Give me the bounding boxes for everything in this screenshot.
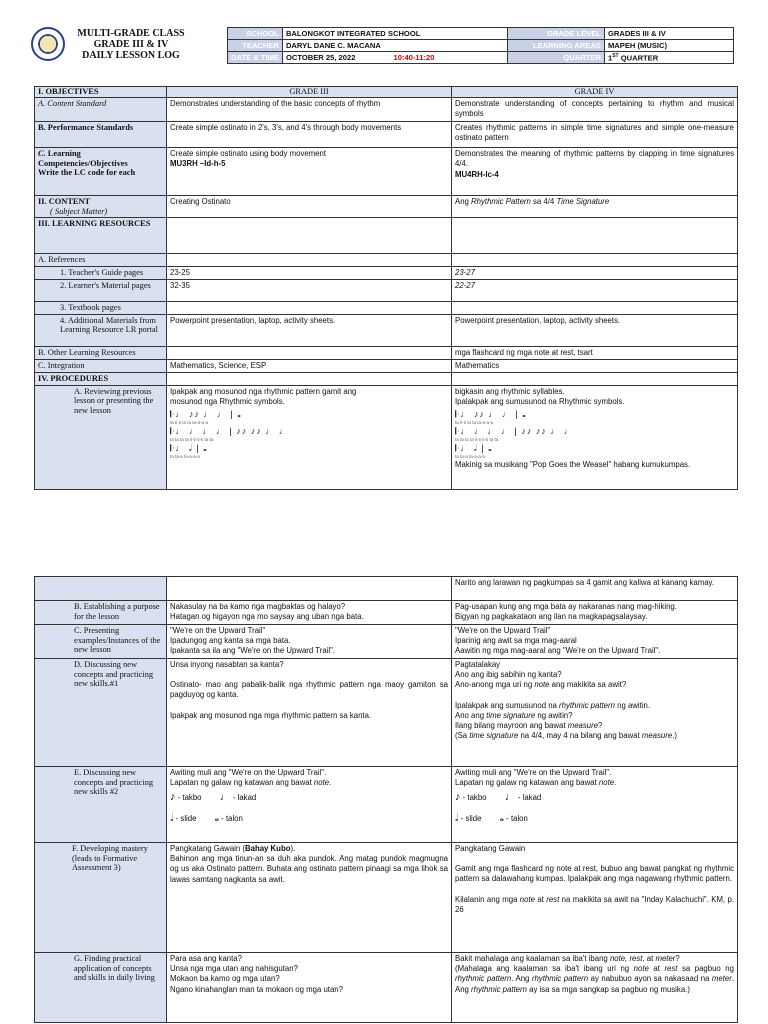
- teachers-guide-label: 1. Teacher's Guide pages: [35, 266, 167, 279]
- other-resources-label: B. Other Learning Resources: [35, 346, 167, 359]
- half-note-icon: 𝅗𝅥: [170, 812, 174, 825]
- discussing-skills-2-label: E. Discussing new concepts and practicing new skills #2: [35, 767, 167, 843]
- document-title: [66, 28, 196, 61]
- whole-note-icon: 𝅝: [499, 812, 505, 825]
- content-standard-label: A. Content Standard: [35, 98, 167, 122]
- competencies-label: C. Learning Competencies/Objectives Write the LC code for each: [35, 148, 167, 196]
- establishing-purpose-label: B. Establishing a purpose for the lesson: [35, 601, 167, 625]
- integration-label: C. Integration: [35, 359, 167, 372]
- content-standard-g4: Demonstrate understanding of concepts pertaining to rhythm and musical symbols: [452, 98, 738, 122]
- finding-application-g3: Para asa ang kanta? Unsa nga mga utan ang nahisgutan? Mokaon ba kamo og mga utan? Ngano kinahanglan man ta mokaon og mga utan?: [167, 953, 452, 1023]
- objectives-heading: I. OBJECTIVES: [35, 87, 167, 98]
- content-g3: Creating Ostinato: [167, 196, 452, 218]
- grade-level-label: GRADE LEVEL: [507, 28, 604, 40]
- discussing-skills-1-label: D. Discussing new concepts and practicing new skills.#1: [35, 659, 167, 767]
- content-label: II. CONTENT ( Subject Matter): [35, 196, 167, 218]
- reviewing-label: A. Reviewing previous lesson or presenting the new lesson: [35, 385, 167, 489]
- performance-standards-g4: Creates rhythmic patterns in simple time signatures and simple one-measure ostinato pattern: [452, 122, 738, 148]
- teachers-guide-g3: 23-25: [167, 266, 452, 279]
- discussing-skills-1-g3: Unsa inyong nasabtan sa kanta? Ostinato- mao ang pabalik-balik nga rhythmic pattern nga maoy gamiton sa pagduyog og kanta. Ipakpak ang mosunod nga mga rhythmic pattern sa kanta.: [167, 659, 452, 767]
- grade-iii-heading: GRADE III: [167, 87, 452, 98]
- additional-materials-label: 4. Additional Materials from Learning Resource LR portal: [35, 314, 167, 346]
- deped-seal-logo: [31, 27, 65, 61]
- developing-mastery-g4: Pangkatang Gawain Gamit ang mga flashcard ng note at rest, bubuo ang bawat pangkat ng rhythmic pattern sa dalawahang kumpas. Ipalakpak ang mga nagawang rhythmic pattern. Kilalanin ang mga note at rest na makikita sa awit na "Inday Kalachuchi". KM, p. 26: [452, 843, 738, 953]
- discussing-skills-1-g4: Pagtatalakay Ano ang ibig sabihin ng kanta? Ano-anong mga uri ng note ang makikita sa awit? Ipalakpak ang sumusunod na rhythmic pattern ng awitin. Ano ang time signature ng awitin? Ilang bilang mayroon ang bawat measure? (Sa time signature na 4/4, may 4 na bilang ang bawat measure.): [452, 659, 738, 767]
- presenting-examples-g3: "We're on the Upward Trail" Ipadungog ang kanta sa mga bata. Ipakanta sa ila ang "We're on the Upward Trail".: [167, 625, 452, 659]
- lesson-log-table-page-1: [34, 86, 738, 490]
- rhythm-symbols-g4: 𝄆♩ ♪♪ ♩ ♩ | 𝅝 ta ti-ti ta ta ta-a-a-a 𝄆♩ ♩ ♩ ♩ | ♪♪ ♪♪ ♩ ♩ ta ta ta ta ti-ti ti-ti ta ta 𝄆♩ 𝅗𝅥 | 𝅝 ta ta-a ta-a-a-a: [455, 409, 574, 460]
- title-line-2: GRADE III & IV: [93, 39, 169, 50]
- learners-material-g3: 32-35: [167, 280, 452, 302]
- establishing-purpose-g4: Pag-usapan kung ang mga bata ay nakaranas nang mag-hiking. Bigyan ng pagkakataon ang ilan na magkapagsalaysay.: [452, 601, 738, 625]
- half-note-icon: 𝅗𝅥: [455, 812, 459, 825]
- presenting-examples-g4: "We're on the Upward Trail" Iparinig ang awit sa mga mag-aaral Aawitin ng mga mag-aaral ang "We're on the Upward Trail".: [452, 625, 738, 659]
- learning-resources-label: III. LEARNING RESOURCES: [35, 218, 167, 254]
- school-label: SCHOOL: [228, 28, 283, 40]
- rhythm-symbols-g3: 𝄆♩ ♪♪ ♩ ♩ | 𝅝 ta ti-ti ta ta ta-a-a-a 𝄆♩ ♩ ♩ ♩ | ♪♪ ♪♪ ♩ ♩ ta ta ta ta ti-ti ti-ti ta ta 𝄆♩ 𝅗𝅥 | 𝅝 ta ta-a ta-a-a-a: [170, 409, 289, 460]
- quarter-note-icon: ♩: [504, 791, 516, 804]
- establishing-purpose-g3: Nakasulay na ba kamo nga magbaktas og halayo? Hatagan og higayon nga mo saysay ang uban nga bata.: [167, 601, 452, 625]
- performance-standards-g3: Create simple ostinato in 2's, 3's, and 4's through body movements: [167, 122, 452, 148]
- date-time-label: DATE & TIME: [228, 52, 283, 64]
- eighth-note-icon: ♪: [170, 791, 176, 804]
- whole-note-icon: 𝅝: [214, 812, 220, 825]
- competencies-g4: Demonstrates the meaning of rhythmic patterns by clapping in time signatures 4/4. MU4RH-Ic-4: [452, 148, 738, 196]
- competencies-g3: Create simple ostinato using body movement MU3RH –Id-h-5: [167, 148, 452, 196]
- content-g4: Ang Rhythmic Pattern sa 4/4 Time Signature: [452, 196, 738, 218]
- textbook-label: 3. Textbook pages: [35, 302, 167, 315]
- finding-application-label: G. Finding practical application of concepts and skills in daily living: [35, 953, 167, 1023]
- quarter-note-icon: ♩: [219, 791, 231, 804]
- lc-code-g4: MU4RH-Ic-4: [455, 169, 499, 179]
- pagkumpas-text-g4: Narito ang larawan ng pagkumpas sa 4 gamit ang kaliwa at kanang kamay.: [452, 577, 738, 601]
- learners-material-label: 2. Learner's Material pages: [35, 280, 167, 302]
- teacher-value: DARYL DANE C. MACANA: [282, 40, 507, 52]
- date-value: OCTOBER 25, 2022: [285, 53, 356, 62]
- pop-goes-the-weasel-note: Makinig sa musikang "Pop Goes the Weasel" habang kumukumpas.: [455, 460, 691, 470]
- quarter-label: QUARTER: [507, 52, 604, 64]
- lesson-log-table-page-2: [34, 576, 738, 1023]
- lc-code-g3: MU3RH –Id-h-5: [170, 159, 226, 169]
- learners-material-g4: 22-27: [452, 280, 738, 302]
- grade-level-value: GRADES III & IV: [604, 28, 733, 40]
- references-label: A. References: [35, 254, 167, 267]
- date-time-value: [282, 52, 507, 64]
- teacher-label: TEACHER: [228, 40, 283, 52]
- title-line-3: DAILY LESSON LOG: [82, 50, 180, 61]
- additional-materials-g4: Powerpoint presentation, laptop, activity sheets.: [452, 314, 738, 346]
- teachers-guide-g4: 23-27: [452, 266, 738, 279]
- reviewing-g4: bigkasin ang rhythmic syllables. Ipalakpak ang sumusunod na Rhythmic symbols. 𝄆♩ ♪♪ ♩ ♩ | 𝅝 ta ti-ti ta ta ta-a-a-a 𝄆♩ ♩ ♩ ♩ | ♪♪ ♪♪ ♩ ♩ ta ta ta ta ti-ti ti-ti ta ta 𝄆♩ 𝅗𝅥 | 𝅝 ta ta-a ta-a-a-a Makinig sa musikang "Pop Goes the Weasel" habang kumukumpas.: [452, 385, 738, 489]
- integration-g4: Mathematics: [452, 359, 738, 372]
- presenting-examples-label: C. Presenting examples/Instances of the new lesson: [35, 625, 167, 659]
- content-standard-g3: Demonstrates understanding of the basic concepts of rhythm: [167, 98, 452, 122]
- developing-mastery-label: F. Developing mastery (leads to Formative Assessment 3): [35, 843, 167, 953]
- performance-standards-label: B. Performance Standards: [35, 122, 167, 148]
- other-resources-g4: mga flashcard ng mga note at rest, tsart: [452, 346, 738, 359]
- developing-mastery-g3: Pangkatang Gawain (Bahay Kubo). Bahinon ang mga tinun-an sa duh aka pundok. Ang matag pundok magmugna og us aka Ostinato pattern. Buhata ang ostinato pattern pinaagi sa mga lihok sa lawas samtang nagkanta sa awit.: [167, 843, 452, 953]
- title-line-1: MULTI-GRADE CLASS: [77, 28, 185, 39]
- learning-areas-label: LEARNING AREAS: [507, 40, 604, 52]
- integration-g3: Mathematics, Science, ESP: [167, 359, 452, 372]
- grade-iv-heading: GRADE IV: [452, 87, 738, 98]
- reviewing-g3: Ipakpak ang mosunod nga rhythmic pattern gamit ang mosunod nga Rhythmic symbols. 𝄆♩ ♪♪ ♩ ♩ | 𝅝 ta ti-ti ta ta ta-a-a-a 𝄆♩ ♩ ♩ ♩ | ♪♪ ♪♪ ♩ ♩ ta ta ta ta ti-ti ti-ti ta ta 𝄆♩ 𝅗𝅥 | 𝅝 ta ta-a ta-a-a-a: [167, 385, 452, 489]
- quarter-value: 1ST QUARTER: [604, 52, 733, 64]
- discussing-skills-2-g3: Awiting muli ang "We're on the Upward Trail". Lapatan ng galaw ng katawan ang bawat note. ♪ - takbo ♩ - lakad 𝅗𝅥 - slide 𝅝 - talon: [167, 767, 452, 843]
- school-value: BALONGKOT INTEGRATED SCHOOL: [282, 28, 507, 40]
- eighth-note-icon: ♪: [455, 791, 461, 804]
- finding-application-g4: Bakit mahalaga ang kaalaman sa iba't ibang note, rest, at meter? (Mahalaga ang kaalaman sa iba't ibang uri ng note at rest sa pagbuo ng rhythmic pattern. Ang rhythmic pattern ay nabubuo ayon sa nakasaad na meter. Ang rhythmic pattern ay isa sa mga sangkap sa pagbuo ng musika.): [452, 953, 738, 1023]
- header-info-table: [227, 27, 734, 64]
- time-value: 10:40-11:20: [393, 53, 435, 62]
- additional-materials-g3: Powerpoint presentation, laptop, activity sheets.: [167, 314, 452, 346]
- procedures-label: IV. PROCEDURES: [35, 373, 167, 386]
- learning-areas-value: MAPEH (MUSIC): [604, 40, 733, 52]
- discussing-skills-2-g4: Awiting muli ang "We're on the Upward Trail". Lapatan ng galaw ng katawan ang bawat note. ♪ - takbo ♩ - lakad 𝅗𝅥 - slide 𝅝 - talon: [452, 767, 738, 843]
